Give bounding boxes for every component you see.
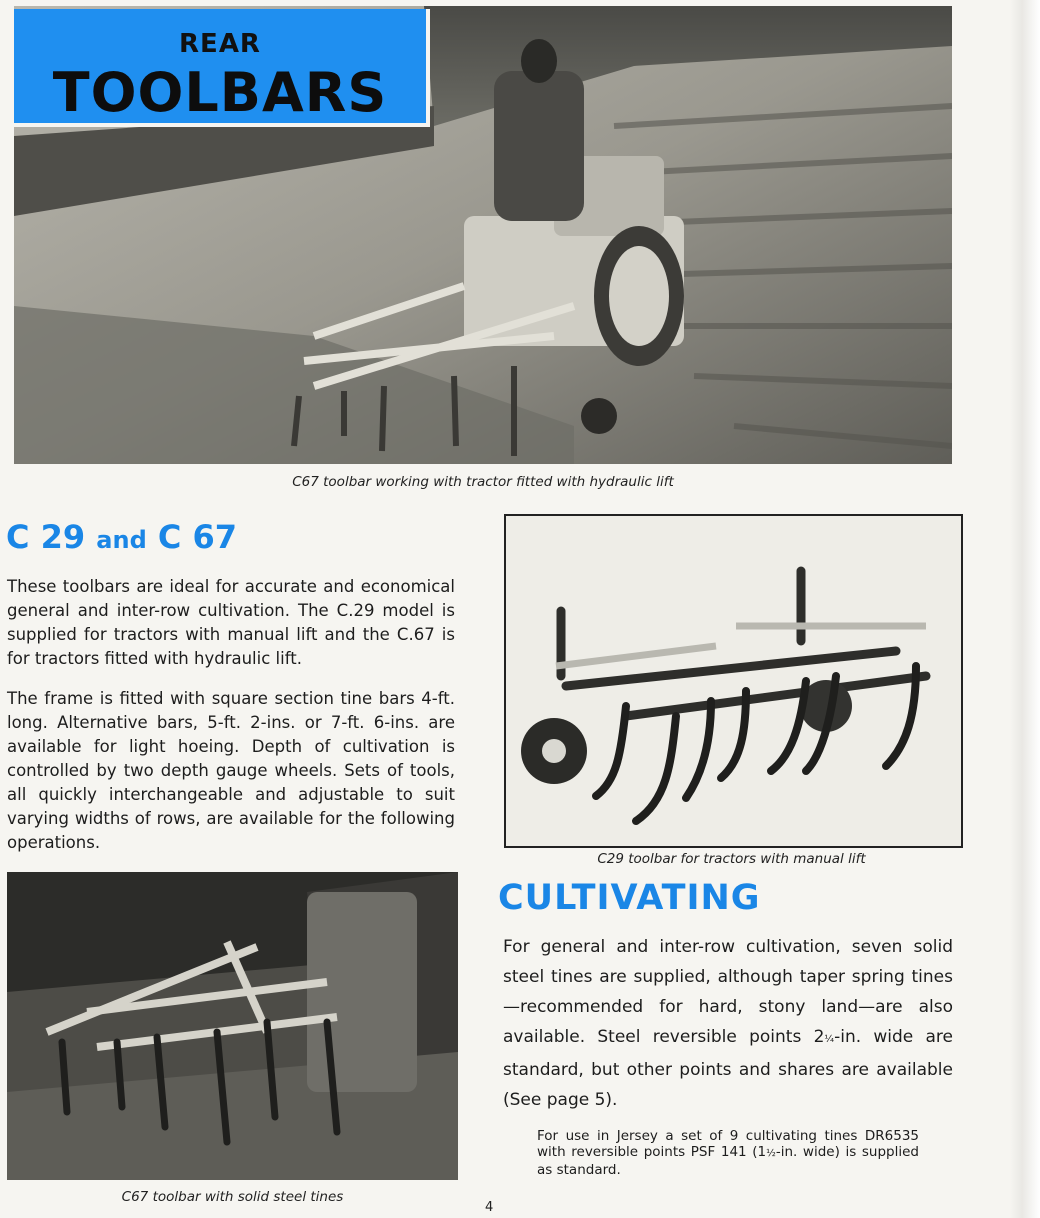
heading-c29: C 29 — [6, 518, 86, 556]
title-box — [14, 9, 430, 127]
cultivating-text-a: For general and inter-row cultivation, seven solid steel tines are supplied, although taper spring tines—recommended for hard, stony land—are also available. Steel reversible points 2 — [503, 937, 953, 1047]
title-toolbars: TOOLBARS — [52, 61, 388, 124]
right-photo-caption: C29 toolbar for tractors with manual lift — [597, 851, 866, 867]
cultivating-heading: CULTIVATING — [498, 878, 761, 918]
jersey-note-text-b: -in. wide) is supplied as standard. — [537, 1144, 919, 1178]
title-rear: REAR — [179, 29, 261, 59]
page-edge — [1010, 0, 1040, 1218]
fraction-quarter: ¼ — [824, 1034, 835, 1045]
heading-and: and — [96, 526, 147, 554]
c67-tines-photo — [7, 872, 458, 1180]
bottom-photo-caption: C67 toolbar with solid steel tines — [121, 1189, 344, 1205]
section-heading-models — [6, 518, 237, 556]
models-paragraph-2: The frame is fitted with square section tine bars 4-ft. long. Alternative bars, 5-ft. 2-ins. or 7-ft. 6-ins. are available for light hoeing. Depth of cultivation is controlled by two depth gauge wheels. Sets of tools, all quickly interchangeable and adjustable to suit varying widths of rows, are available for the following operations. — [7, 689, 455, 852]
page-number: 4 — [485, 1200, 494, 1215]
jersey-note — [537, 1128, 919, 1178]
top-photo-caption: C67 toolbar working with tractor fitted with hydraulic lift — [292, 474, 674, 490]
c29-toolbar-photo — [504, 514, 963, 848]
heading-c67: C 67 — [157, 518, 238, 556]
models-paragraph-1: These toolbars are ideal for accurate and economical general and inter-row cultivation. The C.29 model is supplied for tractors with manual lift and the C.67 is for tractors fitted with hydraulic lift. — [7, 577, 455, 668]
cultivating-paragraph — [503, 932, 953, 1115]
fraction-half: ½ — [766, 1148, 776, 1159]
jersey-note-text-a: For use in Jersey a set of 9 cultivating tines DR6535 with reversible points PSF 141 (1 — [537, 1128, 919, 1160]
cultivating-text-b: -in. wide are standard, but other points and shares are available (See page 5). — [503, 1027, 953, 1110]
